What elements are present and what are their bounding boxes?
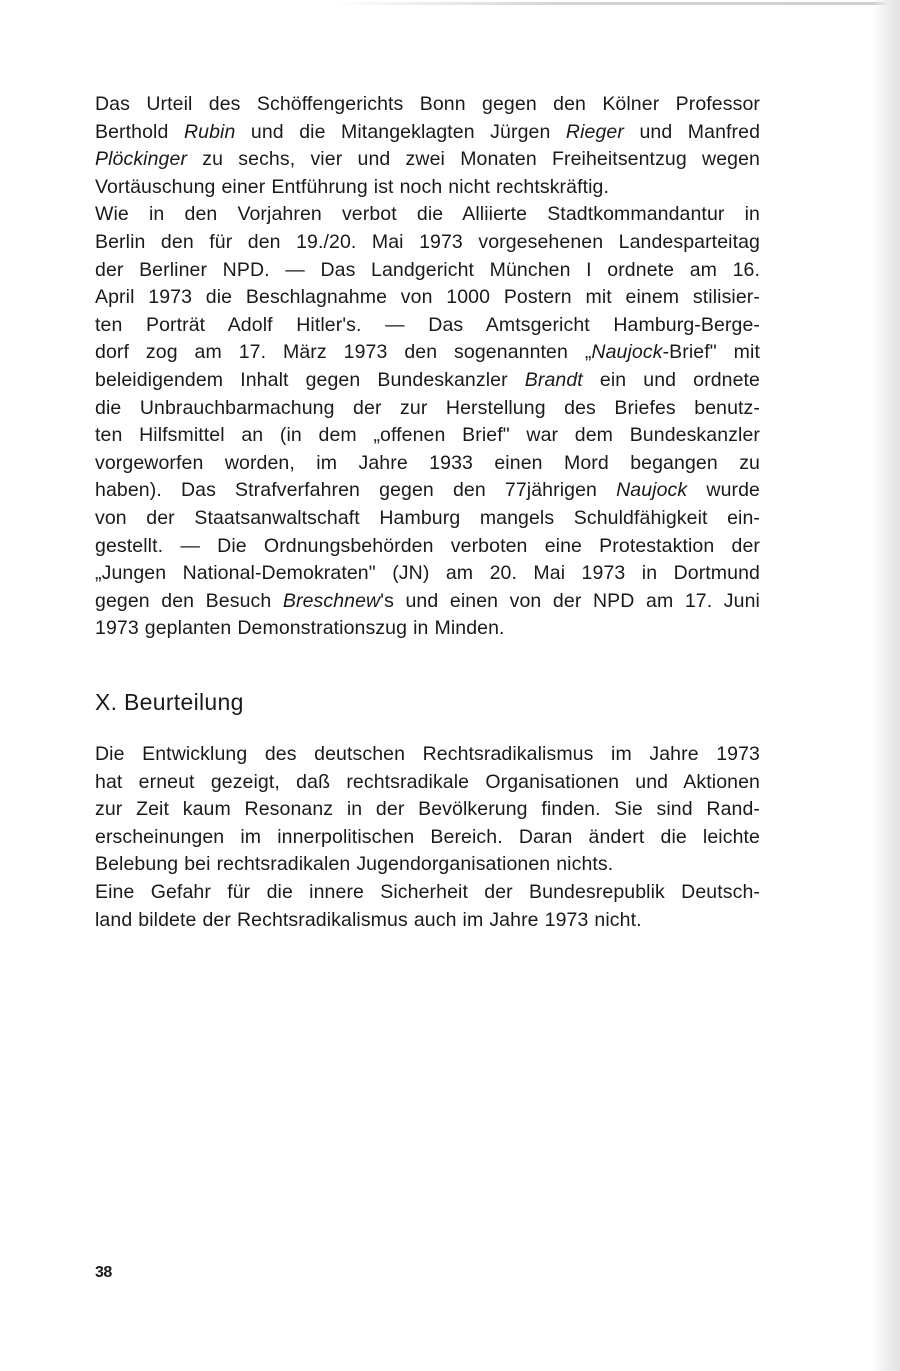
text-segment: die Unbrauchbarmachung der zur Herstellung des Briefes benutz- xyxy=(95,396,760,419)
text-segment: gegen den Besuch xyxy=(95,589,283,612)
text-segment: wurde xyxy=(687,479,760,502)
text-line xyxy=(95,907,760,935)
text-segment: ten Hilfsmittel an (in dem „offenen Brief" war dem Bundeskanzler xyxy=(95,424,760,447)
text-line xyxy=(95,450,760,478)
text-segment: Eine Gefahr für die innere Sicherheit der Bundesrepublik Deutsch- xyxy=(95,880,760,903)
text-line xyxy=(95,741,760,769)
text-segment: 1973 geplanten Demonstrationszug in Minden. xyxy=(95,617,505,640)
text-line xyxy=(95,284,760,312)
body-text-assessment xyxy=(95,741,760,934)
text-line xyxy=(95,146,760,174)
text-segment: hat erneut gezeigt, daß rechtsradikale Organisationen und Aktionen xyxy=(95,770,760,793)
paragraph-bans-and-proceedings xyxy=(95,201,760,643)
text-segment: und die Mitangeklagten Jürgen xyxy=(235,120,566,143)
text-segment: von der Staatsanwaltschaft Hamburg mangels Schuldfähigkeit ein- xyxy=(95,506,760,529)
text-segment: Vortäuschung einer Entführung ist noch nicht rechtskräftig. xyxy=(95,175,610,198)
text-segment: Berthold xyxy=(95,120,184,143)
italic-name: Rubin xyxy=(183,120,236,143)
italic-name: Rieger xyxy=(565,120,624,143)
text-segment: Wie in den Vorjahren verbot die Alliierte Stadtkommandantur in xyxy=(95,203,760,226)
text-line xyxy=(95,174,760,202)
text-segment: ein und ordnete xyxy=(582,368,761,391)
text-segment: land bildete der Rechtsradikalismus auch im Jahre 1973 nicht. xyxy=(95,908,642,931)
text-line xyxy=(95,312,760,340)
text-segment: gestellt. — Die Ordnungsbehörden verboten eine Protestaktion der xyxy=(95,534,760,557)
text-line xyxy=(95,395,760,423)
text-line xyxy=(95,851,760,879)
text-segment: Das Urteil des Schöffengerichts Bonn gegen den Kölner Professor xyxy=(95,93,760,115)
italic-name: Naujock xyxy=(591,341,663,364)
text-line xyxy=(95,229,760,257)
text-line xyxy=(95,201,760,229)
text-line xyxy=(95,505,760,533)
text-segment: zu sechs, vier und zwei Monaten Freiheitsentzug wegen xyxy=(187,148,760,171)
text-line xyxy=(95,257,760,285)
paragraph-conclusion xyxy=(95,879,760,934)
text-line xyxy=(95,824,760,852)
text-segment: haben). Das Strafverfahren gegen den 77jährigen xyxy=(95,479,617,502)
text-segment: „Jungen National-Demokraten" (JN) am 20. Mai 1973 in Dortmund xyxy=(95,562,760,585)
text-line xyxy=(95,615,760,643)
italic-name: Breschnew xyxy=(282,589,381,612)
italic-name: Naujock xyxy=(616,479,688,502)
page-edge-right xyxy=(872,0,900,1371)
text-line xyxy=(95,533,760,561)
page-number: 38 xyxy=(95,1264,112,1281)
text-segment: Belebung bei rechtsradikalen Jugendorganisationen nichts. xyxy=(95,853,614,876)
text-line xyxy=(95,796,760,824)
text-segment: 's und einen von der NPD am 17. Juni xyxy=(380,589,760,612)
text-segment: -Brief" mit xyxy=(662,341,760,364)
body-text-upper xyxy=(95,91,760,643)
text-segment: Berlin den für den 19./20. Mai 1973 vorgesehenen Landesparteitag xyxy=(95,230,760,253)
text-segment: ten Porträt Adolf Hitler's. — Das Amtsgericht Hamburg-Berge- xyxy=(95,313,760,336)
text-segment: und Manfred xyxy=(623,120,761,143)
paragraph-assessment xyxy=(95,741,760,879)
text-line xyxy=(95,119,760,147)
text-line xyxy=(95,422,760,450)
section-heading: X. Beurteilung xyxy=(95,689,244,715)
text-line xyxy=(95,588,760,616)
text-segment: dorf zog am 17. März 1973 den sogenannten „ xyxy=(95,341,592,364)
italic-name: Brandt xyxy=(524,368,583,391)
text-line xyxy=(95,367,760,395)
paragraph-verdict xyxy=(95,91,760,201)
text-line xyxy=(95,339,760,367)
page-edge-top xyxy=(330,2,900,5)
text-segment: vorgeworfen worden, im Jahre 1933 einen Mord begangen zu xyxy=(95,451,760,474)
text-segment: Die Entwicklung des deutschen Rechtsradikalismus im Jahre 1973 xyxy=(95,743,760,765)
text-segment: der Berliner NPD. — Das Landgericht München I ordnete am 16. xyxy=(95,258,760,281)
text-segment: erscheinungen im innerpolitischen Bereich. Daran ändert die leichte xyxy=(95,825,760,848)
text-segment: beleidigendem Inhalt gegen Bundeskanzler xyxy=(95,368,525,391)
text-segment: April 1973 die Beschlagnahme von 1000 Postern mit einem stilisier- xyxy=(95,286,760,309)
text-line xyxy=(95,879,760,907)
text-line xyxy=(95,477,760,505)
text-line xyxy=(95,560,760,588)
text-segment: zur Zeit kaum Resonanz in der Bevölkerung finden. Sie sind Rand- xyxy=(95,798,760,821)
text-line xyxy=(95,91,760,119)
text-line xyxy=(95,769,760,797)
italic-name: Plöckinger xyxy=(95,148,188,171)
